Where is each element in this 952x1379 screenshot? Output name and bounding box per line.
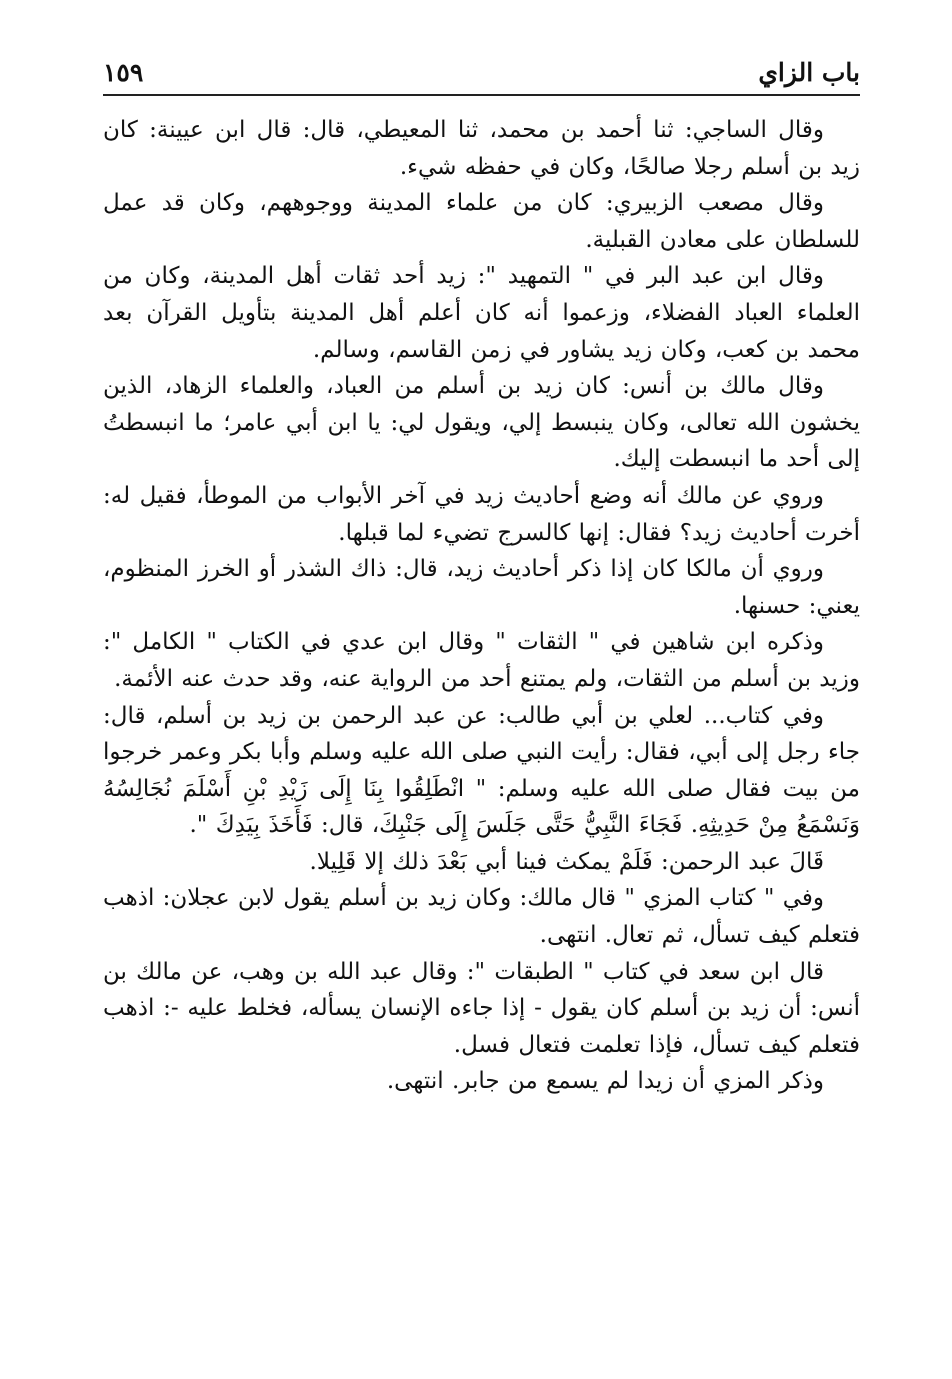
paragraph-ibn-sad: قال ابن سعد في كتاب " الطبقات ": وقال عبد الله بن وهب، عن مالك بن أنس: أن زيد بن أسلم كان يقول - إذا جاءه الإنسان يسأله، فخلط عليه -: اذهب فتعلم كيف تسأل، فإذا تعلمت فتعال فسل. — [103, 958, 860, 1058]
paragraph-abd-al-rahman: قَالَ عبد الرحمن: فَلَمْ يمكث فينا أبي بَعْدَ ذلك إلا قَلِيلا. — [309, 848, 824, 875]
body-text — [103, 112, 860, 1100]
paragraph-jabir: وذكر المزي أن زيدا لم يسمع من جابر. انتهى. — [386, 1068, 824, 1095]
paragraph-kitab-al-mizzi: وفي " كتاب المزي " قال مالك: وكان زيد بن أسلم يقول لابن عجلان: اذهب فتعلم كيف تسأل، ثم تعال. انتهى. — [103, 885, 860, 949]
paragraph-muwatta: وروي عن مالك أنه وضع أحاديث زيد في آخر الأبواب من الموطأ، فقيل له: أخرت أحاديث زيد؟ فقال: إنها كالسرج تضيء لما قبلها. — [103, 482, 860, 546]
paragraph-ali-ibn-abi-talib: وفي كتاب... لعلي بن أبي طالب: عن عبد الرحمن بن زيد بن أسلم، قال: جاء رجل إلى أبي، فقال: رأيت النبي صلى الله عليه وسلم وأبا بكر وعمر خرجوا من بيت فقال صلى الله عليه وسلم: " انْطَلِقُوا بِنَا إِلَى زَيْدِ بْنِ أَسْلَمَ نُجَالِسُهُ وَنَسْمَعُ مِنْ حَدِيثِهِ. فَجَاءَ النَّبِيُّ حَتَّى جَلَسَ إِلَى جَنْبِكَ، قال: فَأَخَذَ بِيَدِكَ ". — [103, 702, 860, 839]
paragraph-malik-ibn-anas: وقال مالك بن أنس: كان زيد بن أسلم من العباد، والعلماء الزهاد، الذين يخشون الله تعالى، وكان ينبسط إلي، ويقول لي: يا ابن أبي عامر؛ ما انبسطتُ إلى أحد ما انبسطت إليك. — [103, 373, 860, 473]
paragraph-ibn-abd-al-barr: وقال ابن عبد البر في " التمهيد ": زيد أحد ثقات أهل المدينة، وكان من العلماء العباد الفضلاء، وزعموا أنه كان أعلم أهل المدينة بتأويل القرآن بعد محمد بن كعب، وكان زيد يشاور في زمن القاسم، وسالم. — [103, 263, 860, 363]
chapter-title: باب الزاي — [758, 58, 860, 87]
paragraph-musab-zubayri: وقال مصعب الزبيري: كان من علماء المدينة ووجوههم، وكان قد عمل للسلطان على معادن القبلية. — [103, 190, 860, 253]
paragraph-shadhr: وروي أن مالكا كان إذا ذكر أحاديث زيد، قال: ذاك الشذر أو الخرز المنظوم، يعني: حسنها. — [103, 556, 860, 619]
running-header — [103, 50, 860, 96]
paragraph-ibn-shahin: وذكره ابن شاهين في " الثقات " وقال ابن عدي في الكتاب " الكامل ": وزيد بن أسلم من الثقات، ولم يمتنع أحد من الرواية عنه، وقد حدث عنه الأئمة. — [103, 629, 860, 692]
paragraph-saji: وقال الساجي: ثنا أحمد بن محمد، ثنا المعيطي، قال: قال ابن عيينة: كان زيد بن أسلم رجلا صالحًا، وكان في حفظه شيء. — [103, 117, 860, 180]
page-number: ١٥٩ — [103, 58, 144, 87]
